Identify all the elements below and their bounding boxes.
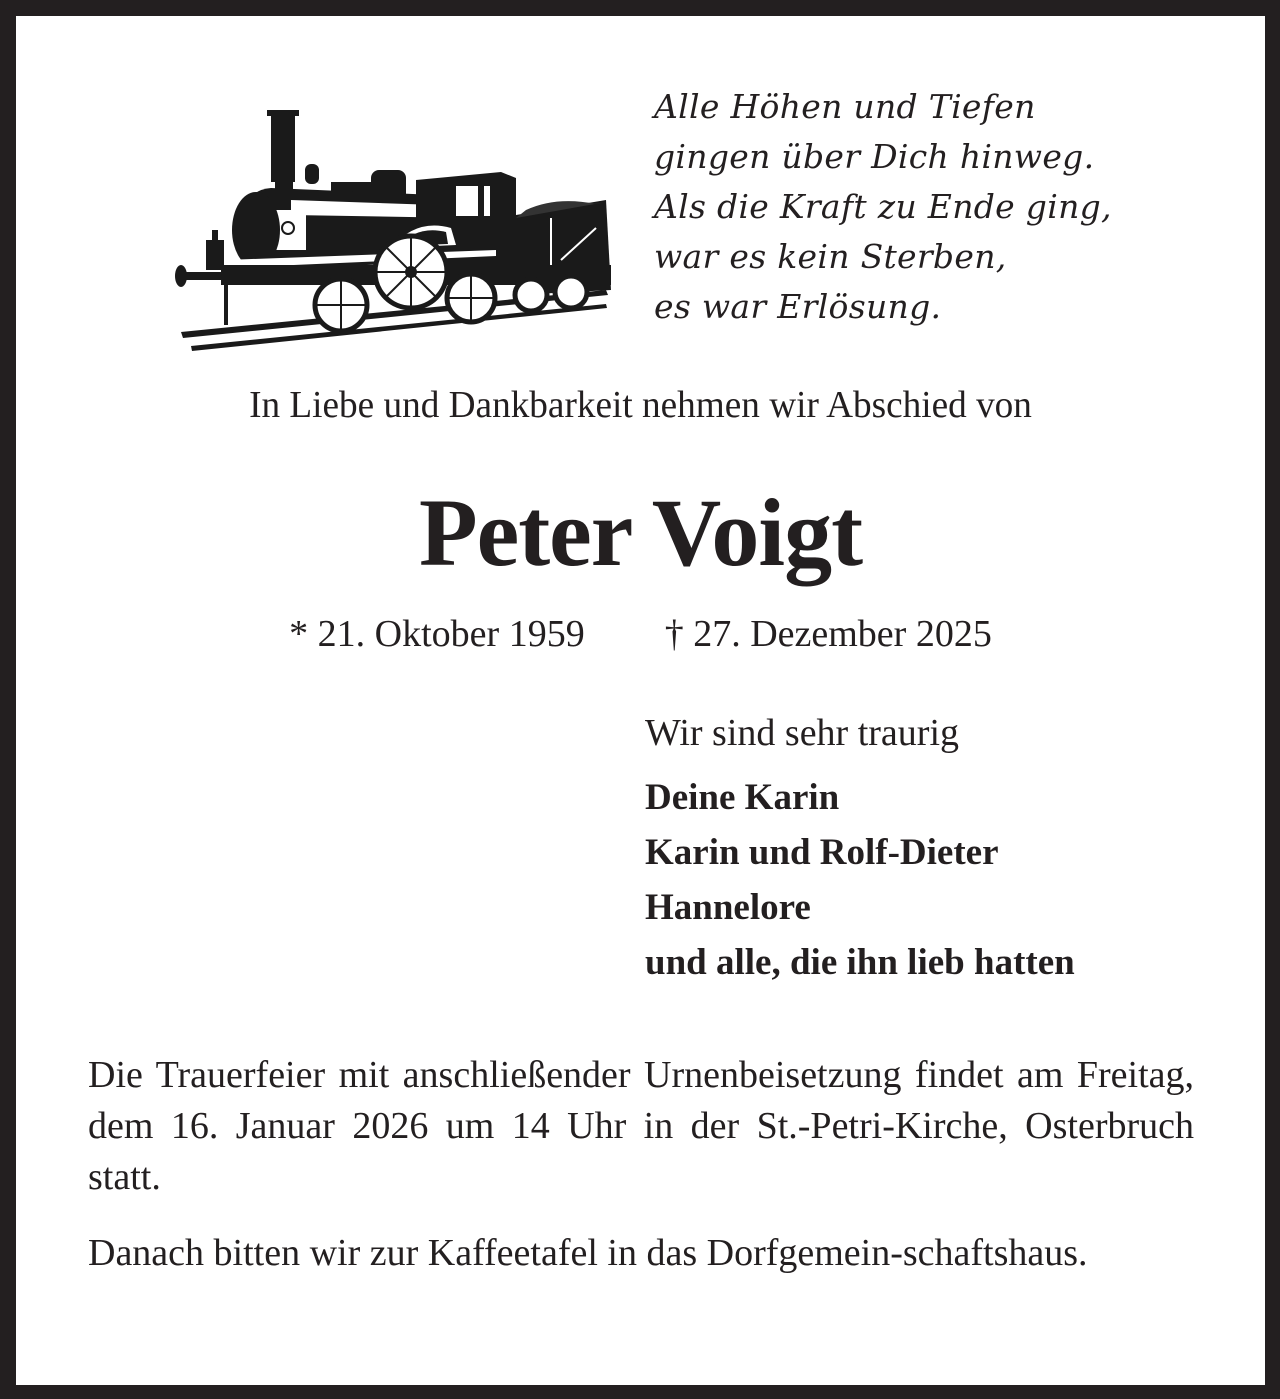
mourners-lead: Wir sind sehr traurig (645, 712, 960, 754)
poem-line: gingen über Dich hinweg. (654, 137, 1095, 176)
obituary-notice (16, 16, 1265, 1385)
poem-line: es war Erlösung. (654, 287, 942, 326)
birth-date: * 21. Oktober 1959 (289, 613, 585, 655)
reception-paragraph: Danach bitten wir zur Kaffeetafel in das Dorfgemein-schaftshaus. (88, 1232, 1088, 1274)
death-date: † 27. Dezember 2025 (664, 613, 992, 655)
mourners-block (645, 710, 1075, 990)
steam-locomotive-icon (166, 100, 616, 355)
deceased-name: Peter Voigt (418, 479, 863, 586)
ceremony-paragraph: Die Trauerfeier mit anschließender Urnenbeisetzung findet am Freitag, dem 16. Januar 2026 um 14 Uhr in der St.-Petri-Kirche, Osterbruch statt. (88, 1054, 1194, 1198)
service-details (88, 1050, 1194, 1304)
poem (654, 82, 1112, 332)
poem-line: war es kein Sterben, (654, 237, 1007, 276)
poem-line: Als die Kraft zu Ende ging, (654, 187, 1112, 226)
mourner-signature: Karin und Rolf-Dieter (645, 832, 999, 873)
mourner-signature: Deine Karin (645, 777, 840, 818)
life-dates (16, 612, 1265, 656)
mourner-signature: Hannelore (645, 887, 811, 928)
mourner-signature: und alle, die ihn lieb hatten (645, 942, 1075, 983)
intro-line: In Liebe und Dankbarkeit nehmen wir Abschied von (249, 384, 1032, 426)
poem-line: Alle Höhen und Tiefen (654, 87, 1036, 126)
